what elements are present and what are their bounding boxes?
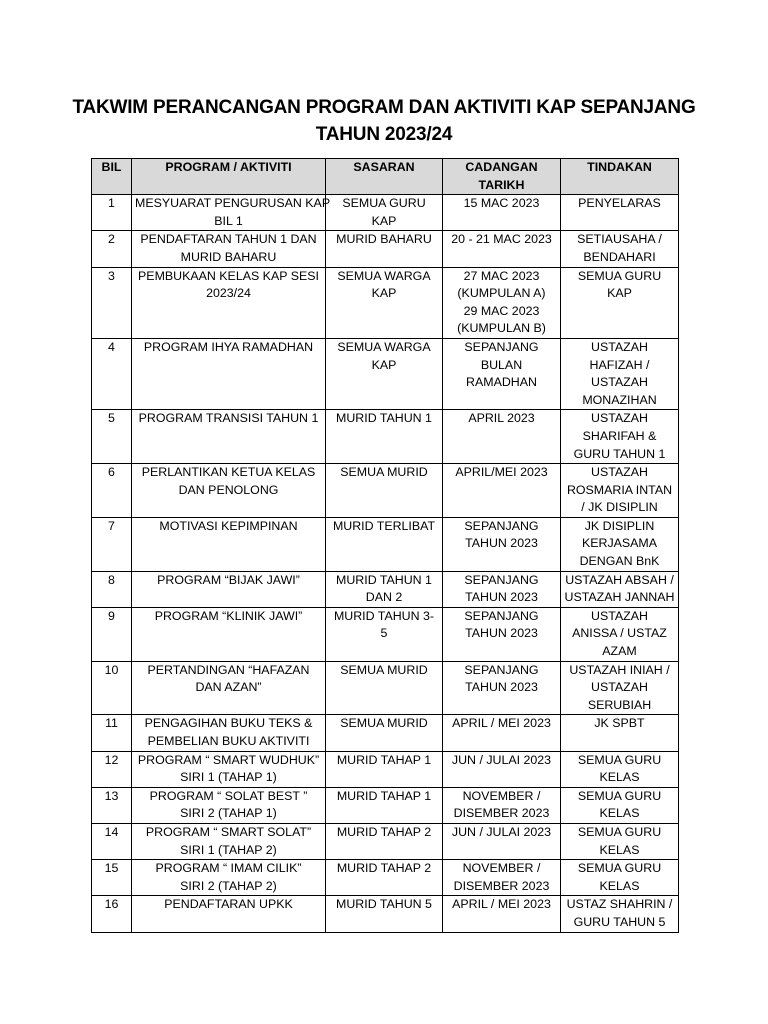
bil-cell-line: 16 bbox=[104, 897, 119, 912]
tarikh-cell bbox=[443, 571, 561, 607]
title-line-2: TAHUN 2023/24 bbox=[315, 124, 453, 145]
bil-cell-line: 2 bbox=[108, 232, 115, 247]
tarikh-cell-line: SEPANJANG bbox=[464, 572, 539, 587]
tarikh-cell bbox=[443, 860, 561, 896]
bil-cell-line: 6 bbox=[108, 465, 115, 480]
tarikh-cell-line: APRIL/MEI 2023 bbox=[455, 465, 548, 480]
program-cell-line: PENDAFTARAN UPKK bbox=[164, 897, 293, 912]
tarikh-cell-line: SEPANJANG bbox=[464, 662, 539, 677]
header-tindakan bbox=[561, 159, 679, 195]
program-cell-line: BIL 1 bbox=[214, 213, 243, 228]
sasaran-cell-line: MURID TAHUN 3- bbox=[333, 608, 435, 623]
tarikh-cell-line: NOVEMBER / bbox=[462, 788, 541, 803]
program-cell-line: MOTIVASI KEPIMPINAN bbox=[159, 518, 298, 533]
tarikh-cell-line: NOVEMBER / bbox=[462, 861, 541, 876]
tindakan-cell-line: SERUBIAH bbox=[587, 697, 652, 712]
sasaran-cell-line: KAP bbox=[371, 286, 397, 301]
table-row bbox=[92, 896, 679, 932]
bil-cell bbox=[92, 607, 132, 661]
header-bil bbox=[92, 159, 132, 195]
tindakan-cell-line: SHARIFAH & bbox=[582, 428, 657, 443]
tindakan-cell bbox=[561, 231, 679, 267]
tindakan-cell-line: SEMUA GURU bbox=[577, 824, 662, 839]
tindakan-cell-line: KELAS bbox=[599, 878, 640, 893]
document-title bbox=[60, 94, 708, 148]
header-program-aktiviti bbox=[132, 159, 326, 195]
program-cell-line: PERLANTIKAN KETUA KELAS bbox=[141, 465, 316, 480]
program-cell bbox=[132, 517, 326, 571]
bil-cell bbox=[92, 896, 132, 932]
tindakan-cell-line: SEMUA GURU bbox=[577, 788, 662, 803]
header-sasaran bbox=[326, 159, 443, 195]
table-row bbox=[92, 715, 679, 751]
program-cell-line: PROGRAM “BIJAK JAWI” bbox=[157, 572, 300, 587]
sasaran-cell-line: MURID TAHAP 2 bbox=[336, 861, 432, 876]
program-cell-line: MURID BAHARU bbox=[180, 249, 277, 264]
tindakan-cell-line: GURU TAHUN 1 bbox=[573, 446, 666, 461]
tindakan-cell-line: USTAZAH INIAH / bbox=[569, 662, 670, 677]
tarikh-cell-line: TAHUN 2023 bbox=[465, 536, 538, 551]
program-cell-line: PROGRAM “ SOLAT BEST ” bbox=[149, 788, 308, 803]
tindakan-cell bbox=[561, 517, 679, 571]
table-row bbox=[92, 571, 679, 607]
bil-cell-line: 1 bbox=[108, 196, 115, 211]
tindakan-cell-line: KELAS bbox=[599, 770, 640, 785]
tindakan-cell-line: AZAM bbox=[602, 644, 637, 659]
sasaran-cell-line: KAP bbox=[371, 213, 397, 228]
sasaran-cell-line: KAP bbox=[371, 357, 397, 372]
program-cell bbox=[132, 410, 326, 464]
tindakan-cell-line: BENDAHARI bbox=[583, 249, 656, 264]
sasaran-cell bbox=[326, 607, 443, 661]
table-body bbox=[92, 195, 679, 932]
tindakan-cell-line: KAP bbox=[607, 286, 632, 301]
tarikh-cell bbox=[443, 410, 561, 464]
tindakan-cell bbox=[561, 338, 679, 409]
tarikh-cell bbox=[443, 231, 561, 267]
bil-cell-line: 11 bbox=[105, 716, 118, 731]
tindakan-cell-line: SEMUA GURU bbox=[577, 861, 662, 876]
tindakan-cell-line: KELAS bbox=[599, 842, 640, 857]
sasaran-cell bbox=[326, 896, 443, 932]
program-cell bbox=[132, 715, 326, 751]
bil-cell-line: 8 bbox=[108, 572, 115, 587]
tarikh-cell-line: TAHUN 2023 bbox=[465, 626, 538, 641]
bil-cell bbox=[92, 860, 132, 896]
program-cell-line: PROGRAM IHYA RAMADHAN bbox=[143, 339, 314, 354]
program-cell-line: 2023/24 bbox=[206, 286, 251, 301]
program-cell bbox=[132, 860, 326, 896]
tarikh-cell-line: 29 MAC 2023 bbox=[463, 303, 540, 318]
tindakan-cell bbox=[561, 787, 679, 823]
sasaran-cell-line: SEMUA GURU bbox=[342, 196, 426, 211]
tindakan-cell-line: PENYELARAS bbox=[578, 196, 661, 211]
program-cell-line: PERTANDINGAN “HAFAZAN bbox=[147, 662, 310, 677]
program-cell-line: PEMBELIAN BUKU AKTIVITI bbox=[147, 734, 310, 748]
tarikh-cell-line: JUN / JULAI 2023 bbox=[451, 752, 552, 767]
bil-cell-line: 5 bbox=[108, 411, 115, 426]
tarikh-cell bbox=[443, 751, 561, 787]
header-bil-line: BIL bbox=[101, 160, 122, 174]
tarikh-cell-line: TAHUN 2023 bbox=[465, 680, 538, 695]
sasaran-cell bbox=[326, 571, 443, 607]
sasaran-cell bbox=[326, 715, 443, 751]
tindakan-cell bbox=[561, 823, 679, 859]
tarikh-cell-line: 27 MAC 2023 bbox=[463, 268, 540, 283]
bil-cell bbox=[92, 787, 132, 823]
bil-cell-line: 3 bbox=[108, 268, 115, 283]
program-cell-line: PEMBUKAAN KELAS KAP SESI bbox=[138, 268, 319, 283]
bil-cell bbox=[92, 751, 132, 787]
tindakan-cell bbox=[561, 715, 679, 751]
header-program-aktiviti-line: PROGRAM / AKTIVITI bbox=[165, 160, 292, 174]
tarikh-cell-line: APRIL 2023 bbox=[468, 411, 535, 426]
sasaran-cell bbox=[326, 464, 443, 518]
table-row bbox=[92, 751, 679, 787]
bil-cell bbox=[92, 517, 132, 571]
sasaran-cell-line: MURID TAHUN 1 bbox=[336, 572, 432, 587]
program-cell-line: DAN AZAN” bbox=[195, 680, 262, 695]
sasaran-cell-line: SEMUA WARGA bbox=[337, 268, 431, 283]
sasaran-cell bbox=[326, 267, 443, 338]
table-row bbox=[92, 195, 679, 231]
bil-cell bbox=[92, 823, 132, 859]
sasaran-cell bbox=[326, 661, 443, 715]
tarikh-cell bbox=[443, 464, 561, 518]
program-cell-line: PENDAFTARAN TAHUN 1 DAN bbox=[140, 232, 317, 247]
tindakan-cell bbox=[561, 607, 679, 661]
tindakan-cell bbox=[561, 860, 679, 896]
program-cell-line: PROGRAM “ SMART WUDHUK” bbox=[137, 752, 320, 767]
tindakan-cell-line: / JK DISIPLIN bbox=[581, 500, 658, 515]
program-cell bbox=[132, 464, 326, 518]
sasaran-cell-line: DAN 2 bbox=[365, 590, 403, 605]
sasaran-cell bbox=[326, 823, 443, 859]
sasaran-cell-line: MURID TAHUN 5 bbox=[336, 897, 432, 912]
tarikh-cell bbox=[443, 267, 561, 338]
tarikh-cell bbox=[443, 715, 561, 751]
sasaran-cell-line: MURID TAHAP 2 bbox=[336, 824, 432, 839]
table-row bbox=[92, 607, 679, 661]
bil-cell bbox=[92, 338, 132, 409]
program-cell bbox=[132, 607, 326, 661]
sasaran-cell bbox=[326, 751, 443, 787]
tarikh-cell bbox=[443, 338, 561, 409]
header-sasaran-line: SASARAN bbox=[353, 160, 415, 174]
tindakan-cell-line: USTAZAH bbox=[591, 608, 648, 623]
tindakan-cell-line: SEMUA GURU bbox=[577, 752, 662, 767]
tarikh-cell-line: (KUMPULAN B) bbox=[457, 321, 546, 336]
table-row bbox=[92, 823, 679, 859]
bil-cell bbox=[92, 410, 132, 464]
program-cell-line: PENGAGIHAN BUKU TEKS & bbox=[144, 716, 313, 731]
sasaran-cell-line: MURID BAHARU bbox=[336, 232, 432, 247]
sasaran-cell-line: SEMUA MURID bbox=[340, 716, 428, 731]
sasaran-cell bbox=[326, 787, 443, 823]
bil-cell-line: 9 bbox=[108, 608, 115, 623]
table-row bbox=[92, 338, 679, 409]
tindakan-cell-line: HAFIZAH / bbox=[589, 357, 650, 372]
tarikh-cell-line: DISEMBER 2023 bbox=[453, 806, 550, 821]
program-cell bbox=[132, 661, 326, 715]
program-cell bbox=[132, 896, 326, 932]
tindakan-cell bbox=[561, 896, 679, 932]
tarikh-cell bbox=[443, 517, 561, 571]
table-row bbox=[92, 231, 679, 267]
sasaran-cell-line: MURID TAHAP 1 bbox=[336, 752, 432, 767]
tarikh-cell-line: DISEMBER 2023 bbox=[453, 878, 550, 893]
tarikh-cell-line: TAHUN 2023 bbox=[465, 590, 538, 605]
tindakan-cell bbox=[561, 195, 679, 231]
tindakan-cell-line: JK DISIPLIN bbox=[584, 518, 655, 533]
tarikh-cell bbox=[443, 607, 561, 661]
tindakan-cell-line: KERJASAMA bbox=[581, 536, 658, 551]
table-row bbox=[92, 661, 679, 715]
tarikh-cell bbox=[443, 896, 561, 932]
tindakan-cell bbox=[561, 661, 679, 715]
tarikh-cell bbox=[443, 823, 561, 859]
table-header-row bbox=[92, 159, 679, 195]
sasaran-cell bbox=[326, 517, 443, 571]
tarikh-cell bbox=[443, 787, 561, 823]
program-cell-line: MESYUARAT PENGURUSAN KAP bbox=[135, 196, 331, 211]
program-cell-line: DAN PENOLONG bbox=[178, 482, 279, 497]
tindakan-cell-line: MONAZIHAN bbox=[582, 392, 657, 407]
program-cell bbox=[132, 823, 326, 859]
title-line-1: TAKWIM PERANCANGAN PROGRAM DAN AKTIVITI KAP SEPANJANG bbox=[72, 97, 696, 118]
tarikh-cell-line: APRIL / MEI 2023 bbox=[452, 897, 551, 912]
program-cell-line: SIRI 2 (TAHAP 1) bbox=[180, 806, 277, 821]
tindakan-cell-line: ROSMARIA INTAN bbox=[566, 482, 673, 497]
table-row bbox=[92, 410, 679, 464]
bil-cell bbox=[92, 464, 132, 518]
table-row bbox=[92, 517, 679, 571]
bil-cell-line: 13 bbox=[104, 788, 119, 803]
header-cadangan-tarikh-line: CADANGAN bbox=[465, 160, 538, 174]
sasaran-cell bbox=[326, 231, 443, 267]
sasaran-cell bbox=[326, 338, 443, 409]
header-cadangan-tarikh-line: TARIKH bbox=[478, 177, 525, 192]
bil-cell bbox=[92, 571, 132, 607]
tarikh-cell-line: APRIL / MEI 2023 bbox=[452, 716, 551, 731]
sasaran-cell bbox=[326, 860, 443, 896]
tarikh-cell-line: RAMADHAN bbox=[466, 375, 537, 390]
sasaran-cell-line: SEMUA MURID bbox=[340, 662, 428, 677]
program-cell bbox=[132, 338, 326, 409]
tindakan-cell-line: DENGAN BnK bbox=[579, 554, 660, 569]
tindakan-cell-line: USTAZAH ABSAH / bbox=[565, 572, 674, 587]
sasaran-cell-line: SEMUA MURID bbox=[340, 465, 428, 480]
tindakan-cell bbox=[561, 464, 679, 518]
program-schedule-table bbox=[91, 158, 679, 933]
sasaran-cell bbox=[326, 195, 443, 231]
bil-cell bbox=[92, 195, 132, 231]
tindakan-cell-line: KELAS bbox=[599, 806, 640, 821]
sasaran-cell-line: MURID TAHUN 1 bbox=[336, 411, 432, 426]
program-cell-line: PROGRAM “ IMAM CILIK” bbox=[155, 861, 302, 876]
table-row bbox=[92, 787, 679, 823]
tindakan-cell bbox=[561, 410, 679, 464]
bil-cell-line: 4 bbox=[108, 339, 115, 354]
sasaran-cell-line: SEMUA WARGA bbox=[337, 339, 431, 354]
table-row bbox=[92, 860, 679, 896]
tindakan-cell-line: SETIAUSAHA / bbox=[577, 232, 662, 247]
program-cell bbox=[132, 267, 326, 338]
bil-cell-line: 15 bbox=[104, 861, 119, 876]
table-row bbox=[92, 267, 679, 338]
tarikh-cell-line: SEPANJANG bbox=[464, 339, 539, 354]
table-row bbox=[92, 464, 679, 518]
tarikh-cell-line: SEPANJANG bbox=[464, 518, 539, 533]
program-cell-line: SIRI 1 (TAHAP 1) bbox=[180, 770, 277, 785]
tindakan-cell bbox=[561, 751, 679, 787]
header-tindakan-line: TINDAKAN bbox=[587, 160, 652, 174]
tindakan-cell-line: USTAZAH bbox=[591, 375, 648, 390]
tarikh-cell-line: 15 MAC 2023 bbox=[463, 196, 540, 211]
tindakan-cell bbox=[561, 267, 679, 338]
program-cell bbox=[132, 195, 331, 231]
program-cell bbox=[132, 571, 326, 607]
tarikh-cell-line: 20 - 21 MAC 2023 bbox=[451, 232, 552, 247]
bil-cell-line: 10 bbox=[104, 662, 119, 677]
sasaran-cell-line: MURID TERLIBAT bbox=[332, 518, 436, 533]
tindakan-cell-line: USTAZAH bbox=[591, 465, 648, 480]
program-cell-line: SIRI 1 (TAHAP 2) bbox=[180, 842, 277, 857]
tindakan-cell-line: USTAZAH bbox=[591, 680, 648, 695]
tindakan-cell-line: USTAZAH bbox=[591, 339, 648, 354]
tindakan-cell-line: GURU TAHUN 5 bbox=[573, 914, 666, 929]
tarikh-cell bbox=[443, 661, 561, 715]
header-cadangan-tarikh bbox=[443, 159, 561, 195]
tindakan-cell bbox=[561, 571, 679, 607]
tindakan-cell-line: SEMUA GURU bbox=[577, 268, 662, 283]
program-cell-line: PROGRAM “ SMART SOLAT” bbox=[145, 824, 312, 839]
sasaran-cell bbox=[326, 410, 443, 464]
tindakan-cell-line: USTAZAH JANNAH bbox=[564, 590, 675, 605]
program-cell bbox=[132, 787, 326, 823]
program-cell-line: SIRI 2 (TAHAP 2) bbox=[180, 878, 277, 893]
program-cell-line: PROGRAM “KLINIK JAWI” bbox=[154, 608, 303, 623]
bil-cell bbox=[92, 231, 132, 267]
tindakan-cell-line: ANISSA / USTAZ bbox=[572, 626, 667, 641]
bil-cell bbox=[92, 661, 132, 715]
sasaran-cell-line: MURID TAHAP 1 bbox=[336, 788, 432, 803]
bil-cell bbox=[92, 267, 132, 338]
tindakan-cell-line: JK SPBT bbox=[594, 716, 645, 731]
tarikh-cell-line: BULAN bbox=[480, 357, 523, 372]
tindakan-cell-line: USTAZ SHAHRIN / bbox=[566, 897, 673, 912]
program-cell-line: PROGRAM TRANSISI TAHUN 1 bbox=[138, 411, 319, 426]
bil-cell-line: 14 bbox=[104, 824, 119, 839]
bil-cell-line: 12 bbox=[104, 752, 119, 767]
bil-cell bbox=[92, 715, 132, 751]
tindakan-cell-line: USTAZAH bbox=[591, 411, 648, 426]
bil-cell-line: 7 bbox=[108, 518, 115, 533]
program-cell bbox=[132, 231, 326, 267]
program-cell bbox=[132, 751, 326, 787]
tarikh-cell-line: SEPANJANG bbox=[464, 608, 539, 623]
tarikh-cell-line: JUN / JULAI 2023 bbox=[451, 824, 552, 839]
tarikh-cell-line: (KUMPULAN A) bbox=[457, 286, 546, 301]
sasaran-cell-line: 5 bbox=[380, 626, 388, 641]
tarikh-cell bbox=[443, 195, 561, 231]
